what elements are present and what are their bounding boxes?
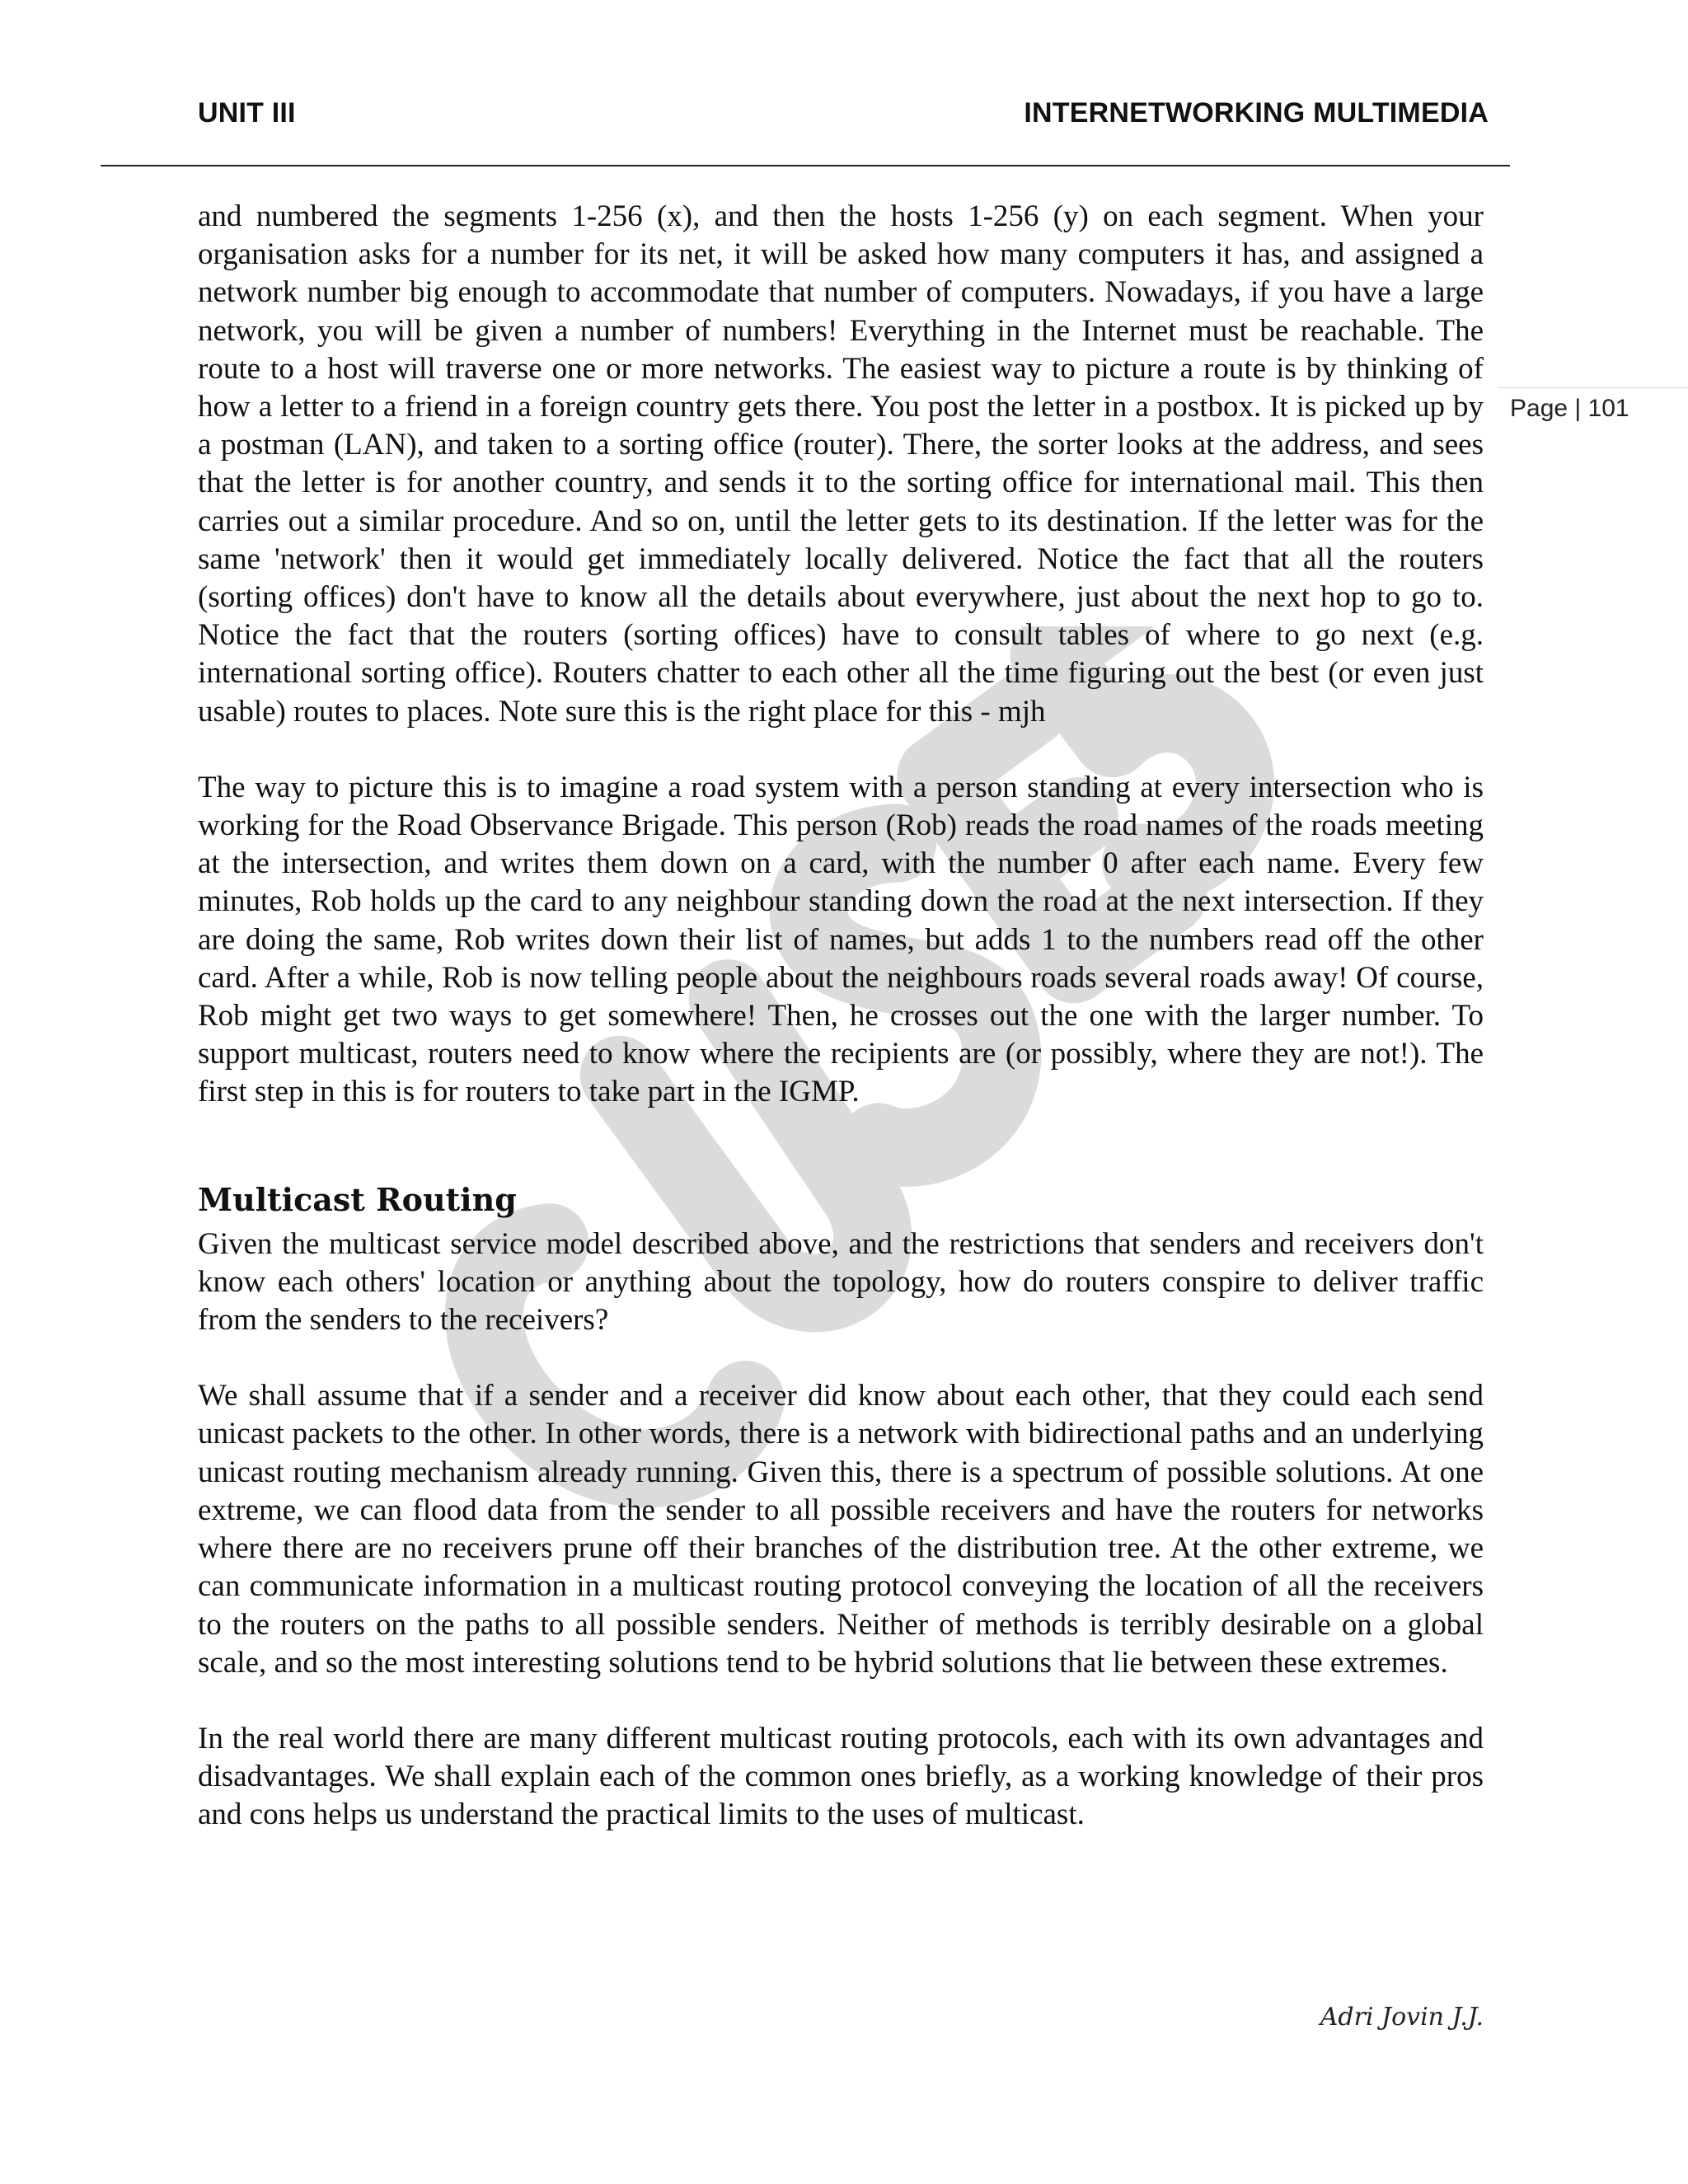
paragraph-service-model: Given the multicast service model described above, and the restrictions that senders and receivers don't know each others' location or anything about the topology, how do routers conspire to deliver traffic from the senders to the receivers? — [198, 1226, 1484, 1338]
header-divider — [101, 165, 1510, 166]
author-signature: Adri Jovin J.J. — [1320, 2003, 1484, 2032]
paragraph-routing-analogy: and numbered the segments 1-256 (x), and then the hosts 1-256 (y) on each segment. When your organisation asks for a number for its net, it will be asked how many computers it has, and assigned a network number big enough to accommodate that number of computers. Nowadays, if you have a large network, you will be given a number of numbers! Everything in the Internet must be reachable. The route to a host will traverse one or more networks. The easiest way to picture a route is by thinking of how a letter to a friend in a foreign country gets there. You post the letter in a postbox. It is picked up by a postman (LAN), and taken to a sorting office (router). There, the sorter looks at the address, and sees that the letter is for another country, and sends it to the sorting office for international mail. This then carries out a similar procedure. And so on, until the letter gets to its destination. If the letter was for the same 'network' then it would get immediately locally delivered. Notice the fact that all the routers (sorting offices) don't have to know all the details about everywhere, just about the next hop to go to. Notice the fact that the routers (sorting offices) have to consult tables of where to go next (e.g. international sorting office). Routers chatter to each other all the time figuring out the best (or even just usable) routes to places. Note sure this is the right place for this - mjh — [198, 199, 1484, 729]
section-heading-multicast-routing: Multicast Routing — [198, 1180, 517, 1218]
paragraph-gap — [198, 1112, 1484, 1150]
header-unit-label: UNIT III — [198, 97, 296, 129]
paragraph-gap — [198, 1682, 1484, 1720]
paragraph-protocols: In the real world there are many different multicast routing protocols, each with its own advantages and disadvantages. We shall explain each of the common ones briefly, as a working knowledge of their pros and cons helps us understand the practical limits to the uses of multicast. — [198, 1721, 1484, 1832]
paragraph-unicast-assumption: We shall assume that if a sender and a receiver did know about each other, that they could each send unicast packets to the other. In other words, there is a network with bidirectional paths and an underlying unicast routing mechanism already running. Given this, there is a spectrum of possible solutions. At one extreme, we can flood data from the sender to all possible receivers and have the routers for networks where there are no receivers prune off their branches of the distribution tree. At the other extreme, we can communicate information in a multicast routing protocol conveying the location of all the receivers to the routers on the paths to all possible senders. Neither of methods is terribly desirable on a global scale, and so the most interesting solutions tend to be hybrid solutions that lie between these extremes. — [198, 1379, 1484, 1680]
heading-spacer — [198, 1219, 1484, 1226]
header-subject-title: INTERNETWORKING MULTIMEDIA — [1024, 97, 1489, 129]
page-number-marker — [1498, 387, 1688, 423]
paragraph-gap — [198, 731, 1484, 769]
section-spacer — [198, 1150, 1484, 1181]
paragraph-gap — [198, 1339, 1484, 1377]
page-number-label: Page | 101 — [1510, 395, 1629, 422]
page-body — [198, 198, 1484, 1835]
paragraph-road-system: The way to picture this is to imagine a road system with a person standing at every intersection who is working for the Road Observance Brigade. This person (Rob) reads the road names of the roads meeting at the intersection, and writes them down on a card, with the number 0 after each name. Every few minutes, Rob holds up the card to any neighbour standing down the road at the next intersection. If they are doing the same, Rob writes down their list of names, but adds 1 to the numbers read off the other card. After a while, Rob is now telling people about the neighbours roads several roads away! Of course, Rob might get two ways to get somewhere! Then, he crosses out the one with the larger number. To support multicast, routers need to know where the recipients are (or possibly, where they are not!). The first step in this is for routers to take part in the IGMP. — [198, 770, 1484, 1109]
